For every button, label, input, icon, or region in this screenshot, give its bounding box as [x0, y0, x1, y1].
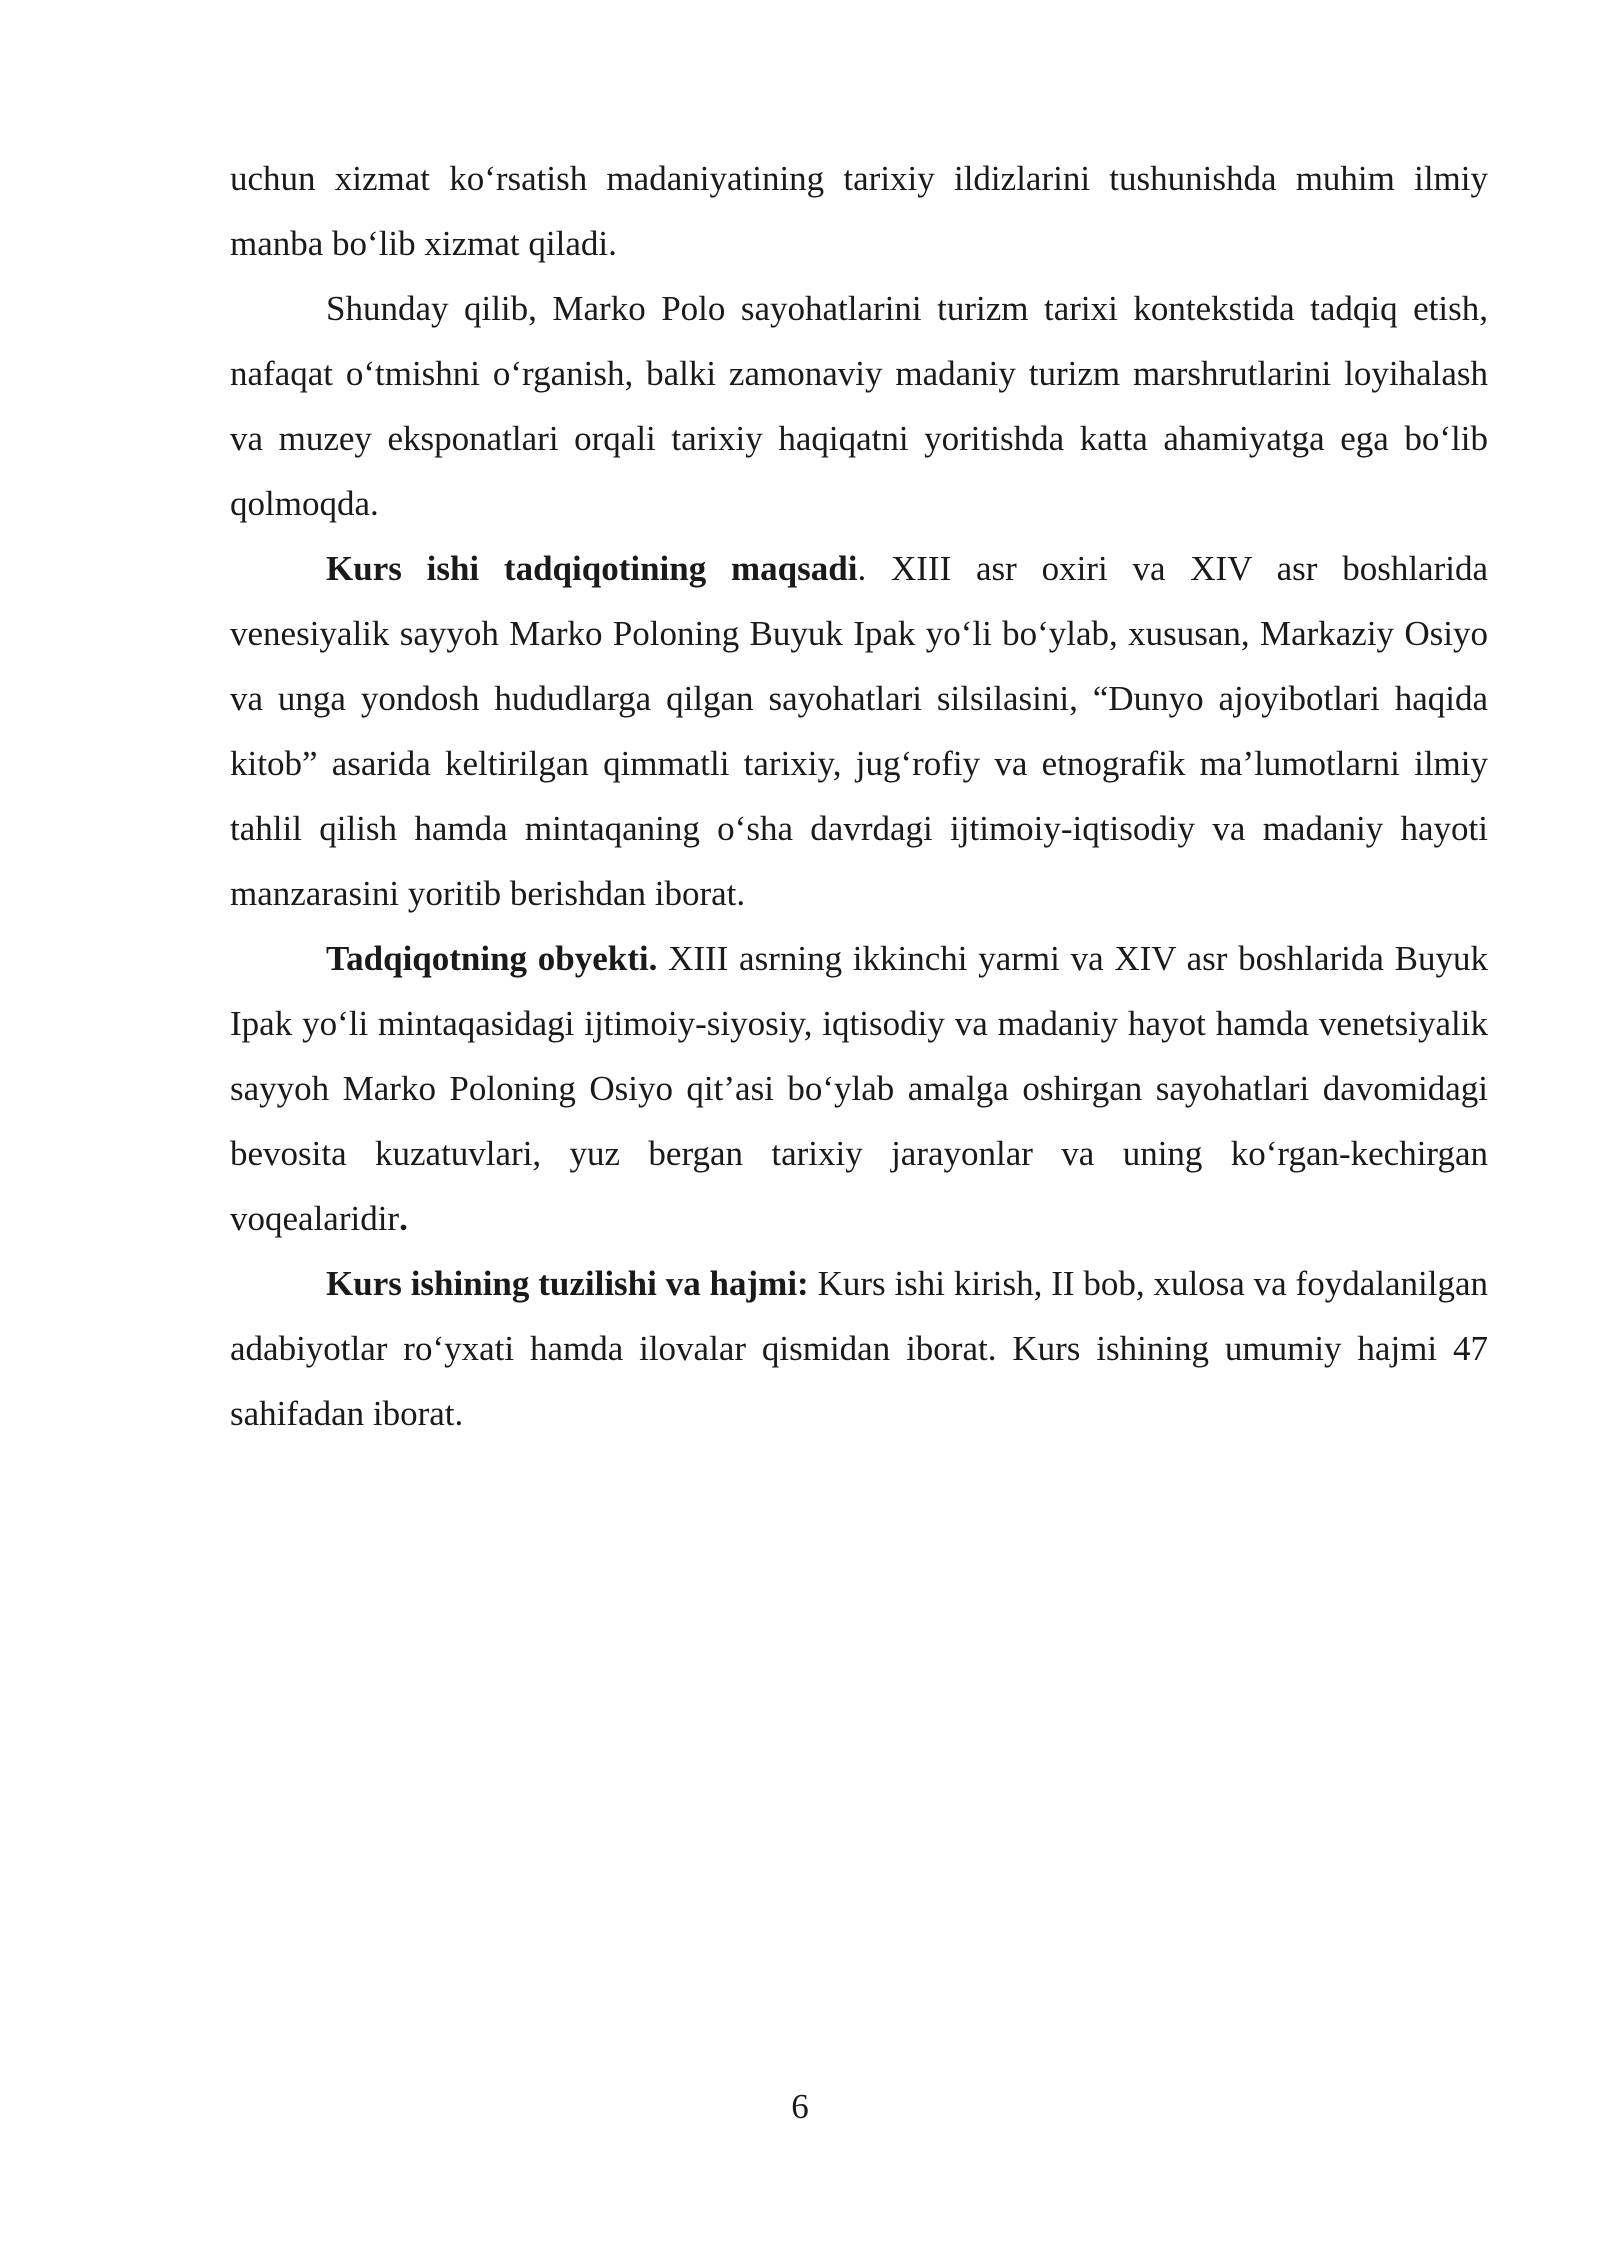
paragraph-text: Kurs ishi kirish, II bob, xulosa va foydalanilgan adabiyotlar ro‘yxati hamda ilovalar qismidan iborat. Kurs ishining umumiy hajmi 47 sahifadan iborat. [230, 1264, 1488, 1433]
paragraph-text: XIII asrning ikkinchi yarmi va XIV asr boshlarida Buyuk Ipak yo‘li mintaqasidagi ijtimoiy-siyosiy, iqtisodiy va madaniy hayot hamda venetsiyalik sayyoh Marko Poloning Osiyo qit’asi bo‘ylab amalga oshirgan sayohatlari davomidagi bevosita kuzatuvlari, yuz bergan tarixiy jarayonlar va uning ko‘rgan-kechirgan voqealaridir [230, 939, 1488, 1238]
paragraph-heading: Kurs ishi tadqiqotining maqsadi [326, 549, 858, 588]
paragraph-trailing-period: . [399, 1199, 408, 1238]
paragraph-heading: Kurs ishining tuzilishi va hajmi: [326, 1264, 809, 1303]
paragraph-research-goal [230, 536, 1488, 926]
paragraph-conclusion [230, 276, 1488, 536]
paragraph-research-object [230, 926, 1488, 1251]
page-number: 6 [791, 2087, 809, 2126]
paragraph-continuation [230, 146, 1488, 276]
paragraph-heading: Tadqiqotning obyekti. [326, 939, 658, 978]
paragraph-text: . XIII asr oxiri va XIV asr boshlarida venesiyalik sayyoh Marko Poloning Buyuk Ipak yo‘li bo‘ylab, xususan, Markaziy Osiyo va unga yondosh hududlarga qilgan sayohatlari silsilasini, “Dunyo ajoyibotlari haqida kitob” asarida keltirilgan qimmatli tarixiy, jug‘rofiy va etnografik ma’lumotlarni ilmiy tahlil qilish hamda mintaqaning o‘sha davrdagi ijtimoiy-iqtisodiy va madaniy hayoti manzarasini yoritib berishdan iborat. [230, 549, 1488, 913]
paragraph-structure [230, 1251, 1488, 1446]
paragraph-text: Shunday qilib, Marko Polo sayohatlarini turizm tarixi kontekstida tadqiq etish, nafaqat o‘tmishni o‘rganish, balki zamonaviy madaniy turizm marshrutlarini loyihalash va muzey eksponatlari orqali tarixiy haqiqatni yoritishda katta ahamiyatga ega bo‘lib qolmoqda. [230, 289, 1488, 523]
body-text [230, 146, 1488, 1446]
paragraph-text: uchun xizmat ko‘rsatish madaniyatining tarixiy ildizlarini tushunishda muhim ilmiy manba bo‘lib xizmat qiladi. [230, 159, 1488, 263]
